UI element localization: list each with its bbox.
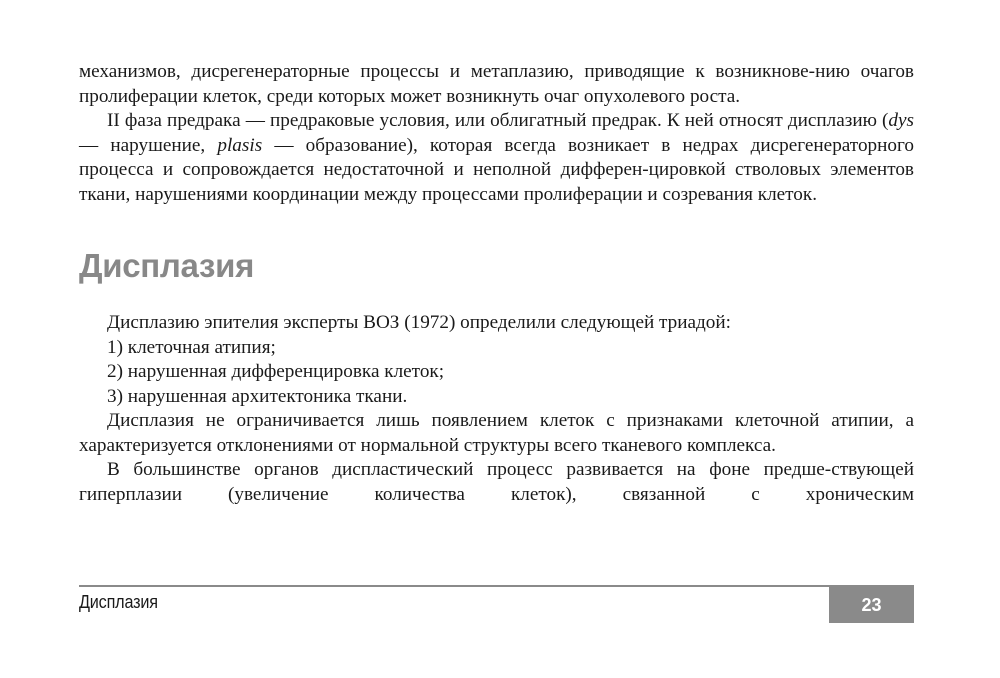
paragraph-dysplasia-description: Дисплазия не ограничивается лишь появлением клеток с признаками клеточной атипии, а характеризуется отклонениями от нормальной структуры всего тканевого комплекса.: [79, 410, 914, 456]
running-title: Дисплазия: [79, 592, 158, 612]
paragraph-intro: Дисплазию эпителия эксперты ВОЗ (1972) определили следующей триадой:: [107, 312, 731, 333]
text-fragment: — образование), которая всегда возникает в недрах дисрегенераторного процесса и сопровождается недостаточной и неполной дифферен-цировкой стволовых элементов ткани, нарушениями координации между процессами пролиферации и созревания клеток.: [79, 134, 914, 205]
section-heading: Дисплазия: [79, 247, 255, 284]
page-number: 23: [861, 594, 882, 615]
footer-divider: [79, 585, 914, 587]
term-dys: dys: [888, 110, 914, 131]
text-fragment: — нарушение,: [79, 134, 218, 156]
page-number-badge: [829, 587, 914, 623]
paragraph-hyperplasia: В большинстве органов диспластический процесс развивается на фоне предше-ствующей гиперплазии (увеличение количества клеток), связанной с хроническим: [79, 459, 914, 505]
list-item: 2) нарушенная дифференцировка клеток;: [107, 361, 445, 382]
list-item: 1) клеточная атипия;: [107, 336, 276, 358]
term-plasis: plasis: [217, 134, 263, 156]
page-body: [79, 60, 914, 507]
text-fragment: II фаза предрака — предраковые условия, или облигатный предрак. К ней относят дисплазию (: [107, 110, 889, 131]
list-item: 3) нарушенная архитектоника ткани.: [107, 385, 408, 407]
paragraph-continuation: механизмов, дисрегенераторные процессы и метаплазию, приводящие к возникнове-нию очагов пролиферации клеток, среди которых может возникнуть очаг опухолевого роста.: [79, 61, 914, 107]
paragraph-precancer-phase: [79, 109, 914, 207]
